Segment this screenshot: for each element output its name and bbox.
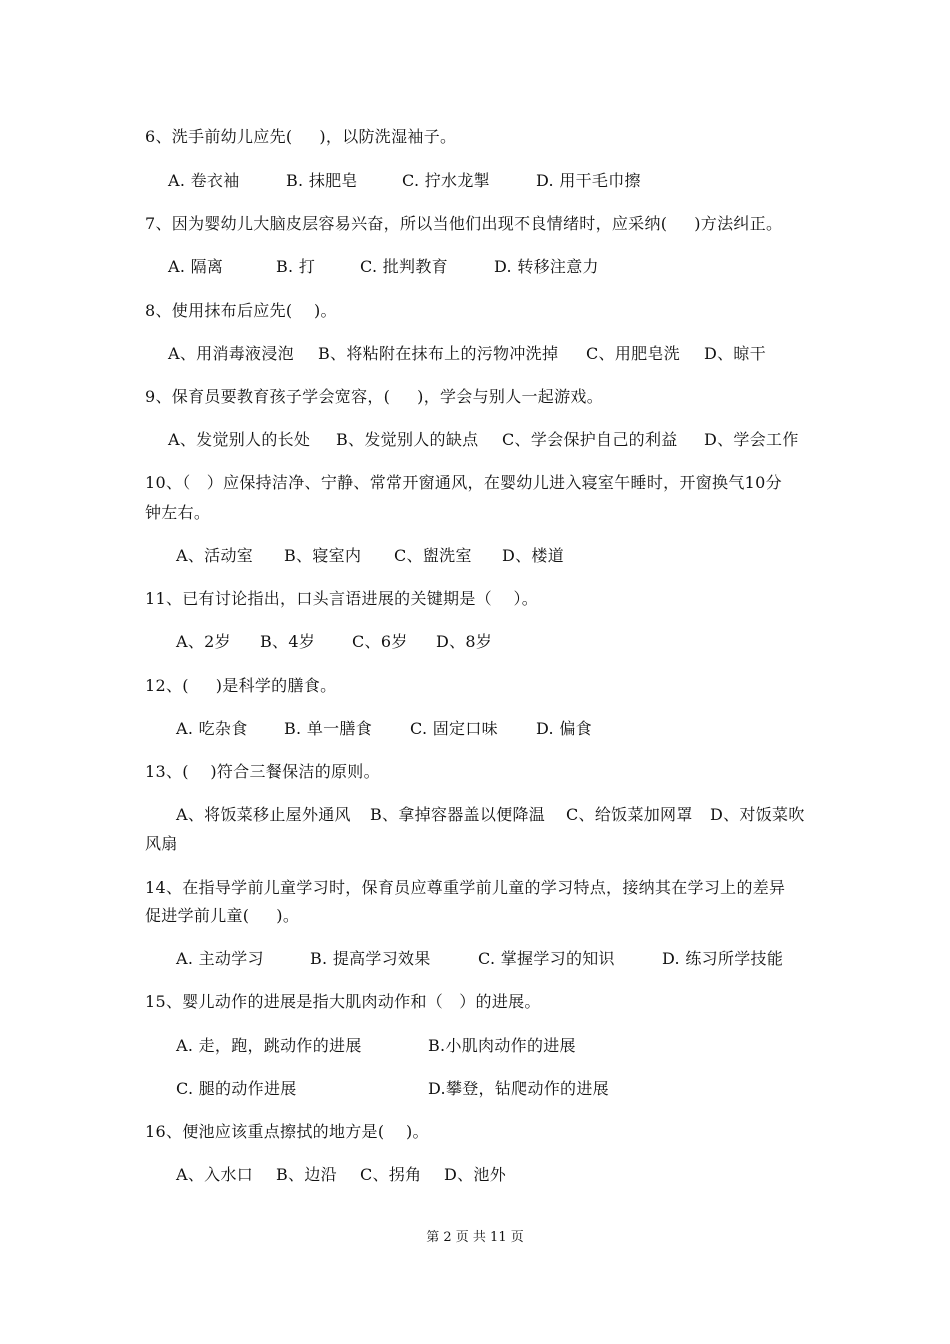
option-c: C. 掌握学习的知识: [478, 949, 615, 968]
question-16-stem: 16、便池应该重点擦拭的地方是( )。: [145, 1122, 429, 1141]
option-b: B. 单一膳食: [284, 719, 373, 738]
option-b: B. 抹肥皂: [286, 171, 358, 190]
option-c: C、学会保护自己的利益: [502, 430, 678, 449]
option-a: A、2岁: [176, 632, 231, 651]
option-b: B、寝室内: [284, 546, 362, 565]
option-c: C、盥洗室: [394, 546, 472, 565]
option-d: D、对饭菜吹: [710, 805, 805, 824]
option-d: D、学会工作: [704, 430, 799, 449]
question-10-stem: 10、（ ）应保持洁净、宁静、常常开窗通风，在婴幼儿进入寝室午睡时，开窗换气10分: [145, 473, 782, 492]
option-d: D、楼道: [502, 546, 565, 565]
option-a: A. 隔离: [168, 257, 224, 276]
option-c: C. 固定口味: [410, 719, 498, 738]
question-12-stem: 12、( )是科学的膳食。: [145, 676, 337, 695]
option-c: C、用肥皂洗: [586, 344, 681, 363]
option-a: A. 吃杂食: [176, 719, 248, 738]
option-b: B. 提高学习效果: [310, 949, 431, 968]
option-d: D. 用干毛巾擦: [536, 171, 641, 190]
option-b: B.小肌肉动作的进展: [428, 1036, 576, 1055]
question-8-stem: 8、使用抹布后应先( )。: [145, 301, 337, 320]
option-a: A、入水口: [176, 1165, 254, 1184]
option-c: C、拐角: [360, 1165, 422, 1184]
question-15-stem: 15、婴儿动作的进展是指大肌肉动作和（ ）的进展。: [145, 992, 541, 1011]
option-a: A. 主动学习: [176, 949, 264, 968]
option-b: B. 打: [276, 257, 316, 276]
option-b: B、发觉别人的缺点: [336, 430, 479, 449]
option-a: A、用消毒液浸泡: [168, 344, 294, 363]
option-d: D. 偏食: [536, 719, 592, 738]
option-d: D.攀登，钻爬动作的进展: [428, 1079, 609, 1098]
option-c: C. 批判教育: [360, 257, 448, 276]
question-14-stem: 14、在指导学前儿童学习时，保育员应尊重学前儿童的学习特点，接纳其在学习上的差异: [145, 878, 786, 897]
option-b: B、将粘附在抹布上的污物冲洗掉: [318, 344, 559, 363]
option-a: A、发觉别人的长处: [168, 430, 311, 449]
option-c: C. 腿的动作进展: [176, 1079, 297, 1098]
page-footer: 第 2 页 共 11 页: [426, 1230, 524, 1245]
question-13-stem: 13、( )符合三餐保洁的原则。: [145, 762, 380, 781]
option-b: B、4岁: [260, 632, 316, 651]
option-a: A. 卷衣袖: [168, 171, 240, 190]
question-7-stem: 7、因为婴幼儿大脑皮层容易兴奋，所以当他们出现不良情绪时，应采纳( )方法纠正。: [145, 214, 783, 233]
question-11-stem: 11、已有讨论指出，口头言语进展的关键期是（ ）。: [145, 589, 539, 608]
question-14-stem-continued: 促进学前儿童( )。: [145, 906, 300, 925]
option-c: C、给饭菜加网罩: [566, 805, 693, 824]
option-d: D、晾干: [704, 344, 767, 363]
option-d: D、池外: [444, 1165, 507, 1184]
question-13-options-continued: 风扇: [145, 834, 178, 853]
question-10-stem-continued: 钟左右。: [145, 503, 211, 522]
option-d: D、8岁: [436, 632, 493, 651]
option-b: B、拿掉容器盖以便降温: [370, 805, 546, 824]
option-d: D. 转移注意力: [494, 257, 599, 276]
option-a: A、活动室: [176, 546, 254, 565]
question-9-stem: 9、保育员要教育孩子学会宽容，( )，学会与别人一起游戏。: [145, 387, 603, 406]
option-d: D. 练习所学技能: [662, 949, 784, 968]
option-a: A. 走，跑，跳动作的进展: [176, 1036, 362, 1055]
option-b: B、边沿: [276, 1165, 337, 1184]
option-c: C. 拧水龙掣: [402, 171, 490, 190]
question-6-stem: 6、洗手前幼儿应先( )，以防洗湿袖子。: [145, 127, 457, 146]
option-a: A、将饭菜移止屋外通风: [176, 805, 351, 824]
option-c: C、6岁: [352, 632, 408, 651]
